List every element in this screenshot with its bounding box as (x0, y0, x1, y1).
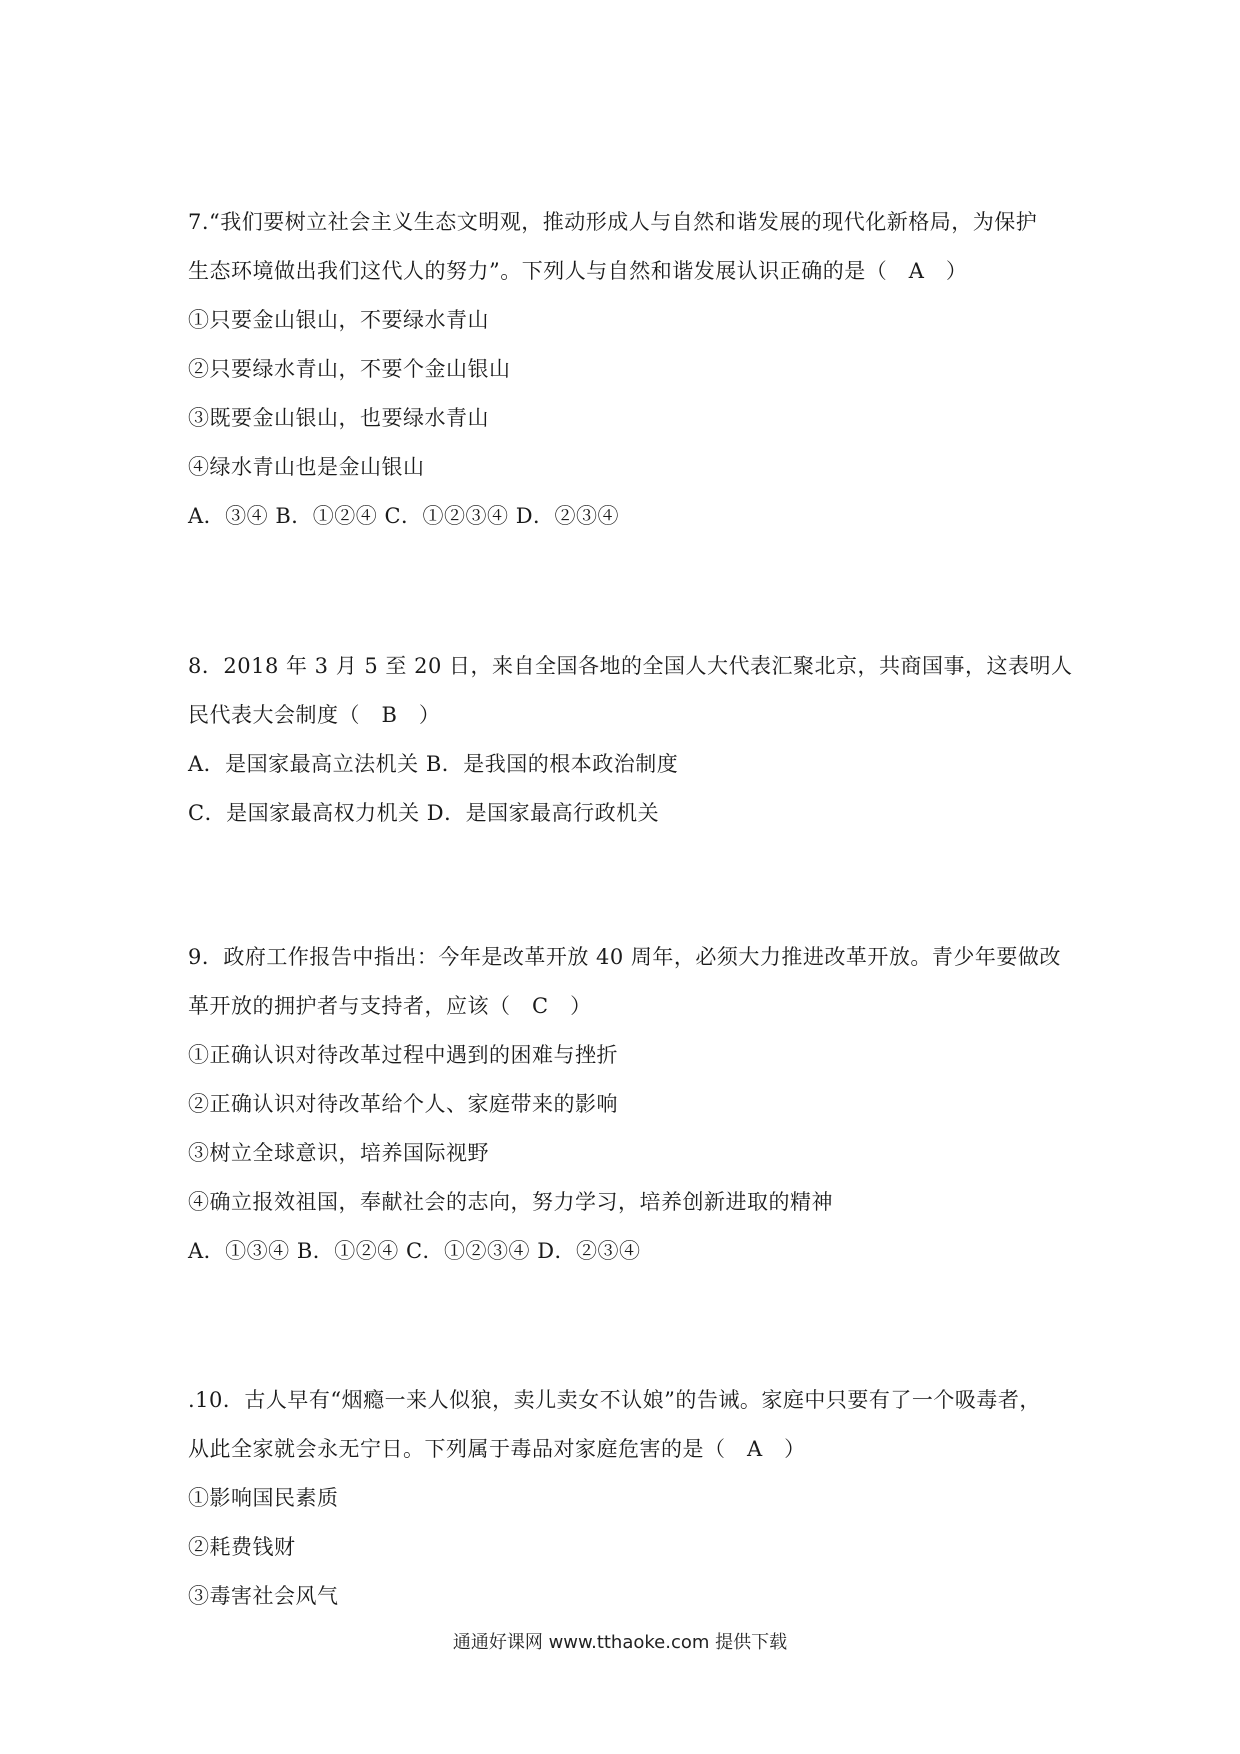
statement-item: ③树立全球意识，培养国际视野 (188, 1141, 489, 1165)
statement-item: ③既要金山银山，也要绿水青山 (188, 406, 489, 430)
answer-options: A．③④ B．①②④ C．①②③④ D．②③④ (188, 504, 620, 528)
page-footer: 通通好课网 www.tthaoke.com 提供下载 (452, 1632, 788, 1653)
question-stem-line: 从此全家就会永无宁日。下列属于毒品对家庭危害的是（ A ） (188, 1437, 806, 1461)
question-stem-line: .10．古人早有“烟瘾一来人似狼，卖儿卖女不认娘”的告诫。家庭中只要有了一个吸毒者， (188, 1388, 1041, 1412)
statement-item: ②正确认识对待改革给个人、家庭带来的影响 (188, 1092, 618, 1116)
statement-item: ②耗费钱财 (188, 1535, 296, 1559)
question-stem-line: 生态环境做出我们这代人的努力”。下列人与自然和谐发展认识正确的是（ A ） (188, 259, 968, 283)
statement-item: ①正确认识对待改革过程中遇到的困难与挫折 (188, 1043, 618, 1067)
question-8 (188, 642, 1073, 838)
question-stem-line: 9．政府工作报告中指出：今年是改革开放 40 周年，必须大力推进改革开放。青少年要做改 (188, 945, 1061, 969)
question-stem-line: 8．2018 年 3 月 5 至 20 日，来自全国各地的全国人大代表汇聚北京，共商国事，这表明人 (188, 654, 1073, 678)
answer-options: A．是国家最高立法机关 B．是我国的根本政治制度 (188, 752, 679, 776)
answer-options: A．①③④ B．①②④ C．①②③④ D．②③④ (188, 1239, 641, 1263)
question-7 (188, 198, 1068, 541)
statement-item: ④绿水青山也是金山银山 (188, 455, 425, 479)
question-10 (188, 1376, 1068, 1621)
question-stem-line: 7.“我们要树立社会主义生态文明观，推动形成人与自然和谐发展的现代化新格局，为保护 (188, 210, 1038, 234)
statement-item: ④确立报效祖国，奉献社会的志向，努力学习，培养创新进取的精神 (188, 1190, 833, 1214)
statement-item: ①影响国民素质 (188, 1486, 339, 1510)
question-9 (188, 933, 1068, 1276)
answer-options: C．是国家最高权力机关 D．是国家最高行政机关 (188, 801, 660, 825)
statement-item: ①只要金山银山，不要绿水青山 (188, 308, 489, 332)
question-stem-line: 革开放的拥护者与支持者，应该（ C ） (188, 994, 592, 1018)
statement-item: ②只要绿水青山，不要个金山银山 (188, 357, 511, 381)
question-stem-line: 民代表大会制度（ B ） (188, 703, 441, 727)
statement-item: ③毒害社会风气 (188, 1584, 339, 1608)
